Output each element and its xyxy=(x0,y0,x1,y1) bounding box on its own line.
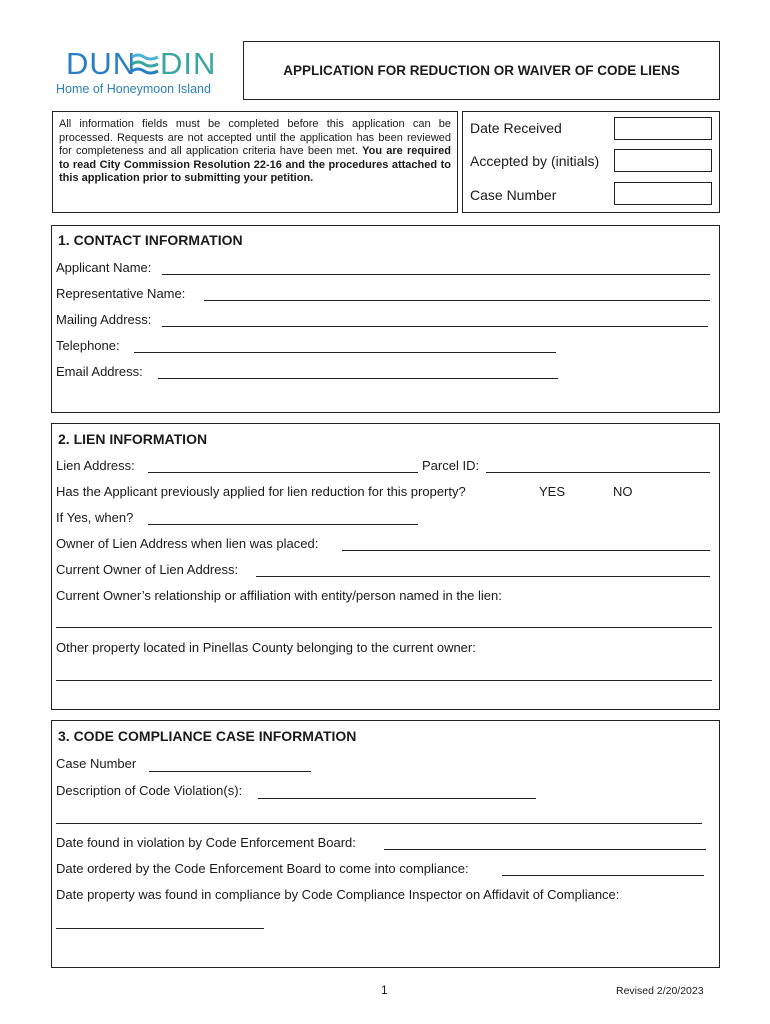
owner-when-placed-field[interactable] xyxy=(342,550,710,551)
date-compliance-label: Date property was found in compliance by Code Compliance Inspector on Affidavit of Compliance: xyxy=(56,887,620,902)
date-ordered-label: Date ordered by the Code Enforcement Board to come into compliance: xyxy=(56,861,469,876)
current-owner-field[interactable] xyxy=(256,576,710,577)
representative-name-field[interactable] xyxy=(204,300,710,301)
date-found-field[interactable] xyxy=(384,849,706,850)
date-received-field[interactable] xyxy=(614,117,712,140)
other-property-label: Other property located in Pinellas County belonging to the current owner: xyxy=(56,640,476,655)
case-number-field[interactable] xyxy=(149,771,311,772)
telephone-label: Telephone: xyxy=(56,338,120,353)
description-field-line2[interactable] xyxy=(56,823,702,824)
office-use-box xyxy=(462,111,720,213)
case-number-office-label: Case Number xyxy=(470,187,557,203)
owner-when-placed-label: Owner of Lien Address when lien was placed: xyxy=(56,536,319,551)
form-title-box xyxy=(243,41,720,100)
description-label: Description of Code Violation(s): xyxy=(56,783,243,798)
section2-heading: 2. LIEN INFORMATION xyxy=(58,431,208,447)
wave-icon xyxy=(130,52,160,76)
form-title: APPLICATION FOR REDUCTION OR WAIVER OF CODE LIENS xyxy=(283,63,680,78)
yes-option[interactable]: YES xyxy=(539,484,566,499)
email-address-label: Email Address: xyxy=(56,364,143,379)
if-yes-when-field[interactable] xyxy=(148,524,418,525)
relationship-field[interactable] xyxy=(56,627,712,628)
page-number: 1 xyxy=(381,983,388,997)
case-number-label: Case Number xyxy=(56,756,137,771)
case-number-office-field[interactable] xyxy=(614,182,712,205)
logo-name-left: DUN xyxy=(66,46,137,81)
contact-information-section xyxy=(51,225,720,413)
applicant-name-field[interactable] xyxy=(162,274,710,275)
date-found-label: Date found in violation by Code Enforcement Board: xyxy=(56,835,356,850)
city-logo xyxy=(56,46,236,98)
date-received-label: Date Received xyxy=(470,120,562,136)
section3-heading: 3. CODE COMPLIANCE CASE INFORMATION xyxy=(58,728,357,744)
notice-normal: All information fields must be completed before this application can be processed. Requests are not accepted until the application has been reviewed for completeness and all application criteria have been met. xyxy=(59,118,451,157)
notice-text xyxy=(59,118,451,186)
notice-box xyxy=(52,111,458,213)
mailing-address-label: Mailing Address: xyxy=(56,312,152,327)
logo-tagline: Home of Honeymoon Island xyxy=(56,82,211,96)
other-property-field[interactable] xyxy=(56,680,712,681)
logo-name-right: DIN xyxy=(160,46,217,81)
applicant-name-label: Applicant Name: xyxy=(56,260,152,275)
date-ordered-field[interactable] xyxy=(502,875,704,876)
accepted-by-field[interactable] xyxy=(614,149,712,172)
description-field[interactable] xyxy=(258,798,536,799)
email-address-field[interactable] xyxy=(158,378,558,379)
representative-name-label: Representative Name: xyxy=(56,286,186,301)
lien-address-field[interactable] xyxy=(148,472,418,473)
telephone-field[interactable] xyxy=(134,352,556,353)
date-compliance-field[interactable] xyxy=(56,928,264,929)
previously-applied-label: Has the Applicant previously applied for lien reduction for this property? xyxy=(56,484,466,499)
mailing-address-field[interactable] xyxy=(162,326,708,327)
section1-heading: 1. CONTACT INFORMATION xyxy=(58,232,243,248)
revision-date: Revised 2/20/2023 xyxy=(616,985,704,997)
lien-information-section xyxy=(51,423,720,710)
current-owner-label: Current Owner of Lien Address: xyxy=(56,562,239,577)
relationship-label: Current Owner’s relationship or affiliation with entity/person named in the lien: xyxy=(56,588,502,603)
lien-address-label: Lien Address: xyxy=(56,458,135,473)
parcel-id-label: Parcel ID: xyxy=(422,458,480,473)
no-option[interactable]: NO xyxy=(613,484,633,499)
notice-bold: You are required to read City Commission Resolution 22-16 and the procedures attached to this application prior to submitting your petition. xyxy=(59,145,451,184)
if-yes-when-label: If Yes, when? xyxy=(56,510,134,525)
parcel-id-field[interactable] xyxy=(486,472,710,473)
accepted-by-label: Accepted by (initials) xyxy=(470,153,600,169)
code-compliance-section xyxy=(51,720,720,968)
